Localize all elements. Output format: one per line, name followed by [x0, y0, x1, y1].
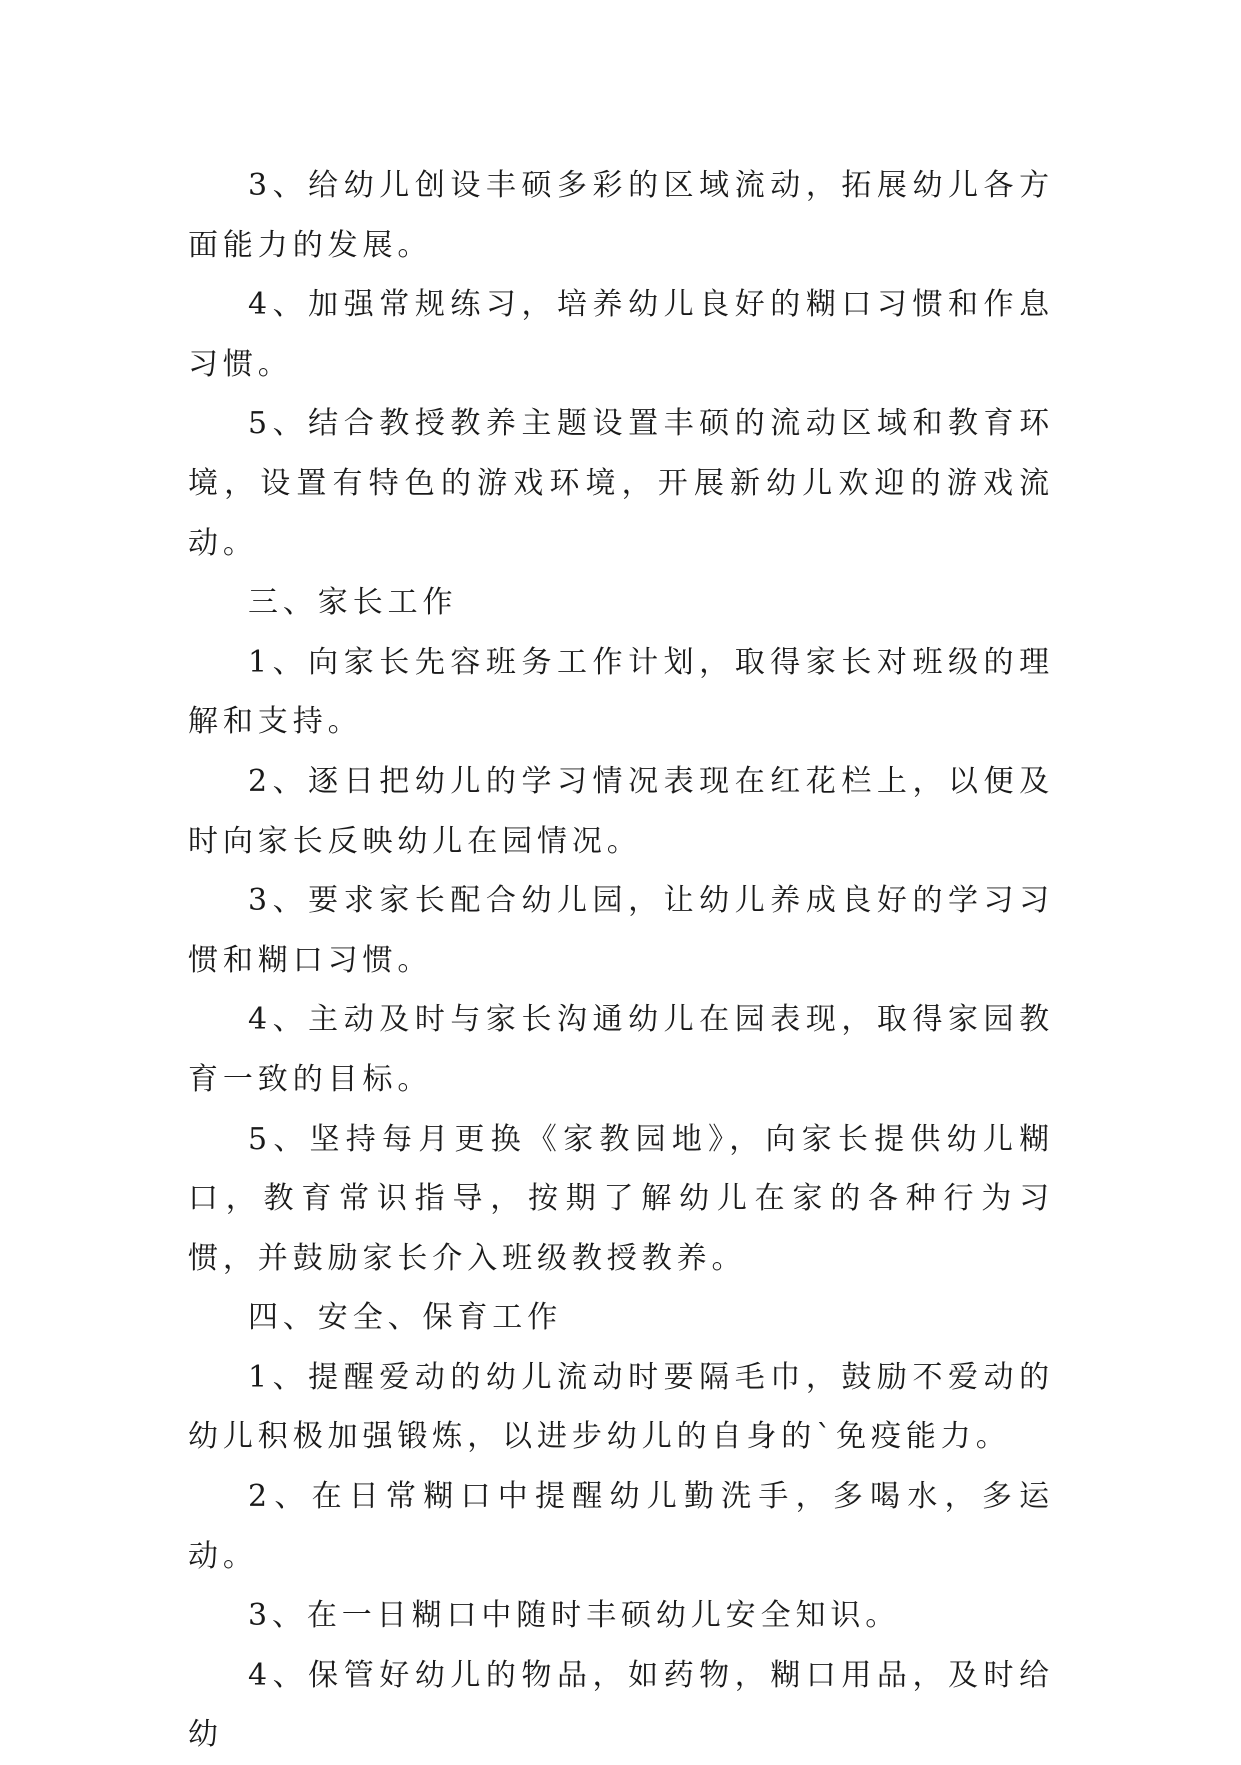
paragraph-safety-item-4: 4、保管好幼儿的物品，如药物，糊口用品，及时给幼	[188, 1657, 1054, 1753]
paragraph-parent-item-5: 5、坚持每月更换《家教园地》，向家长提供幼儿糊口，教育常识指导，按期了解幼儿在家的各种行为习惯，并鼓励家长介入班级教授教养。	[188, 1121, 1054, 1276]
paragraph-parent-item-3: 3、要求家长配合幼儿园，让幼儿养成良好的学习习惯和糊口习惯。	[188, 883, 1054, 978]
paragraph-item-3-activity-areas: 3、给幼儿创设丰硕多彩的区域流动，拓展幼儿各方面能力的发展。	[188, 168, 1054, 263]
paragraph-parent-item-4: 4、主动及时与家长沟通幼儿在园表现，取得家园教育一致的目标。	[188, 1002, 1054, 1097]
paragraph-item-4-routine-habits: 4、加强常规练习，培养幼儿良好的糊口习惯和作息习惯。	[188, 287, 1054, 382]
paragraph-safety-item-1: 1、提醒爱动的幼儿流动时要隔毛巾，鼓励不爱动的幼儿积极加强锻炼，以进步幼儿的自身的`免疫能力。	[188, 1359, 1054, 1455]
document-body	[188, 156, 1054, 1765]
section-heading-parent-work: 三、家长工作	[248, 585, 458, 621]
paragraph-parent-item-2: 2、逐日把幼儿的学习情况表现在红花栏上，以便及时向家长反映幼儿在园情况。	[188, 763, 1054, 859]
paragraph-parent-item-1: 1、向家长先容班务工作计划，取得家长对班级的理解和支持。	[188, 644, 1054, 740]
paragraph-item-5-environment: 5、结合教授教养主题设置丰硕的流动区域和教育环境，设置有特色的游戏环境，开展新幼儿欢迎的游戏流动。	[188, 406, 1054, 561]
paragraph-safety-item-2: 2、在日常糊口中提醒幼儿勤洗手，多喝水，多运动。	[188, 1479, 1054, 1574]
paragraph-safety-item-3: 3、在一日糊口中随时丰硕幼儿安全知识。	[248, 1598, 901, 1634]
section-heading-safety-care: 四、安全、保育工作	[248, 1300, 563, 1336]
